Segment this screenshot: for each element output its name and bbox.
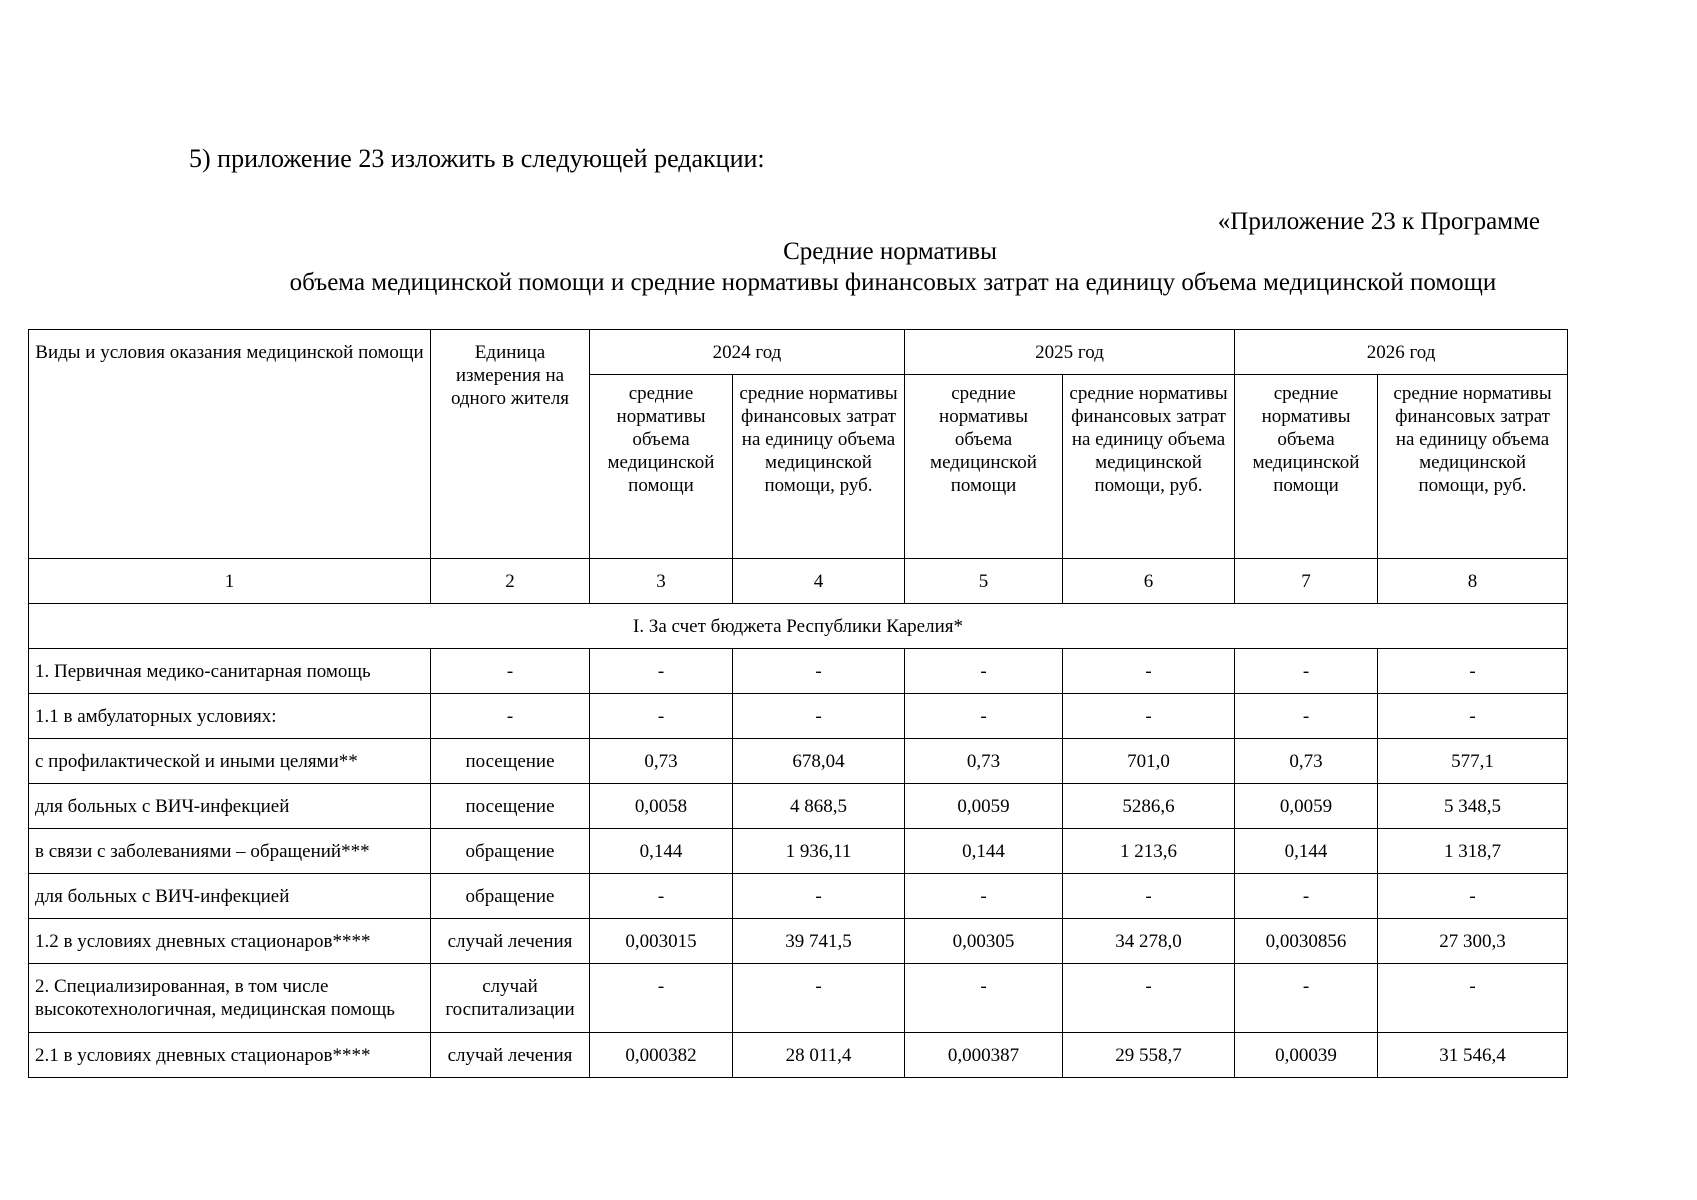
section-heading: I. За счет бюджета Республики Карелия* bbox=[29, 604, 1568, 649]
finance-2025-cell: 34 278,0 bbox=[1063, 919, 1235, 964]
unit-cell: - bbox=[431, 694, 590, 739]
table-row bbox=[29, 1033, 1568, 1078]
volume-2025-cell: 0,000387 bbox=[905, 1033, 1063, 1078]
column-number: 5 bbox=[905, 559, 1063, 604]
finance-2025-cell: 29 558,7 bbox=[1063, 1033, 1235, 1078]
volume-2024-cell: - bbox=[590, 649, 733, 694]
table-title: Средние нормативы bbox=[783, 238, 997, 265]
volume-2026-cell: - bbox=[1235, 694, 1378, 739]
care-type-cell: 1.2 в условиях дневных стационаров**** bbox=[29, 919, 431, 964]
care-type-cell: 2.1 в условиях дневных стационаров**** bbox=[29, 1033, 431, 1078]
volume-2025-cell: - bbox=[905, 694, 1063, 739]
volume-2025-cell: - bbox=[905, 874, 1063, 919]
unit-cell: случай лечения bbox=[431, 1033, 590, 1078]
finance-2024-cell: - bbox=[733, 694, 905, 739]
header-volume-norm-2024: средние нормативы объема медицинской помощи bbox=[590, 375, 733, 559]
table-row bbox=[29, 739, 1568, 784]
volume-2024-cell: 0,0058 bbox=[590, 784, 733, 829]
volume-2024-cell: - bbox=[590, 694, 733, 739]
table-row bbox=[29, 649, 1568, 694]
unit-cell: посещение bbox=[431, 739, 590, 784]
header-year-2025: 2025 год bbox=[905, 330, 1235, 375]
finance-2026-cell: - bbox=[1378, 649, 1568, 694]
volume-2025-cell: - bbox=[905, 964, 1063, 1033]
column-number: 6 bbox=[1063, 559, 1235, 604]
volume-2025-cell: 0,144 bbox=[905, 829, 1063, 874]
appendix-reference: «Приложение 23 к Программе bbox=[1217, 208, 1540, 235]
finance-2026-cell: 27 300,3 bbox=[1378, 919, 1568, 964]
finance-2024-cell: - bbox=[733, 649, 905, 694]
column-number: 8 bbox=[1378, 559, 1568, 604]
unit-cell: посещение bbox=[431, 784, 590, 829]
care-type-cell: 2. Специализированная, в том числе высокотехнологичная, медицинская помощь bbox=[29, 964, 431, 1033]
unit-cell: обращение bbox=[431, 829, 590, 874]
finance-2024-cell: - bbox=[733, 874, 905, 919]
volume-2025-cell: 0,0059 bbox=[905, 784, 1063, 829]
header-year-2026: 2026 год bbox=[1235, 330, 1568, 375]
finance-2024-cell: 1 936,11 bbox=[733, 829, 905, 874]
volume-2025-cell: 0,00305 bbox=[905, 919, 1063, 964]
header-volume-norm-2025: средние нормативы объема медицинской помощи bbox=[905, 375, 1063, 559]
care-type-cell: для больных с ВИЧ-инфекцией bbox=[29, 874, 431, 919]
header-volume-norm-2026: средние нормативы объема медицинской помощи bbox=[1235, 375, 1378, 559]
unit-cell: обращение bbox=[431, 874, 590, 919]
header-finance-norm-2024: средние нормативы финансовых затрат на единицу объема медицинской помощи, руб. bbox=[733, 375, 905, 559]
finance-2025-cell: - bbox=[1063, 694, 1235, 739]
unit-cell: случай лечения bbox=[431, 919, 590, 964]
finance-2024-cell: 28 011,4 bbox=[733, 1033, 905, 1078]
finance-2026-cell: - bbox=[1378, 874, 1568, 919]
care-type-cell: в связи с заболеваниями – обращений*** bbox=[29, 829, 431, 874]
volume-2026-cell: 0,144 bbox=[1235, 829, 1378, 874]
header-finance-norm-2026: средние нормативы финансовых затрат на единицу объема медицинской помощи, руб. bbox=[1378, 375, 1568, 559]
column-number: 4 bbox=[733, 559, 905, 604]
unit-cell: случай госпитализации bbox=[431, 964, 590, 1033]
care-type-cell: для больных с ВИЧ-инфекцией bbox=[29, 784, 431, 829]
volume-2024-cell: - bbox=[590, 874, 733, 919]
finance-2026-cell: 31 546,4 bbox=[1378, 1033, 1568, 1078]
volume-2026-cell: - bbox=[1235, 874, 1378, 919]
volume-2025-cell: - bbox=[905, 649, 1063, 694]
column-number: 7 bbox=[1235, 559, 1378, 604]
finance-2024-cell: 678,04 bbox=[733, 739, 905, 784]
volume-2026-cell: 0,00039 bbox=[1235, 1033, 1378, 1078]
finance-2026-cell: 1 318,7 bbox=[1378, 829, 1568, 874]
header-year-2024: 2024 год bbox=[590, 330, 905, 375]
volume-2026-cell: - bbox=[1235, 964, 1378, 1033]
finance-2024-cell: 4 868,5 bbox=[733, 784, 905, 829]
header-unit: Единица измерения на одного жителя bbox=[431, 330, 590, 559]
finance-2025-cell: 5286,6 bbox=[1063, 784, 1235, 829]
table-row bbox=[29, 964, 1568, 1033]
finance-2025-cell: - bbox=[1063, 649, 1235, 694]
finance-2026-cell: 5 348,5 bbox=[1378, 784, 1568, 829]
finance-2024-cell: 39 741,5 bbox=[733, 919, 905, 964]
volume-2024-cell: 0,000382 bbox=[590, 1033, 733, 1078]
table-row bbox=[29, 694, 1568, 739]
care-type-cell: 1. Первичная медико-санитарная помощь bbox=[29, 649, 431, 694]
table-row bbox=[29, 919, 1568, 964]
finance-2026-cell: - bbox=[1378, 964, 1568, 1033]
column-number: 3 bbox=[590, 559, 733, 604]
volume-2026-cell: 0,0059 bbox=[1235, 784, 1378, 829]
volume-2024-cell: 0,144 bbox=[590, 829, 733, 874]
volume-2025-cell: 0,73 bbox=[905, 739, 1063, 784]
finance-2024-cell: - bbox=[733, 964, 905, 1033]
column-number: 1 bbox=[29, 559, 431, 604]
column-number: 2 bbox=[431, 559, 590, 604]
finance-2025-cell: 701,0 bbox=[1063, 739, 1235, 784]
care-type-cell: 1.1 в амбулаторных условиях: bbox=[29, 694, 431, 739]
finance-2025-cell: - bbox=[1063, 874, 1235, 919]
intro-text: 5) приложение 23 изложить в следующей редакции: bbox=[189, 144, 765, 173]
header-care-type: Виды и условия оказания медицинской помощи bbox=[29, 330, 431, 559]
volume-2024-cell: 0,003015 bbox=[590, 919, 733, 964]
finance-2025-cell: 1 213,6 bbox=[1063, 829, 1235, 874]
table-row bbox=[29, 874, 1568, 919]
volume-2026-cell: 0,73 bbox=[1235, 739, 1378, 784]
finance-2025-cell: - bbox=[1063, 964, 1235, 1033]
volume-2024-cell: 0,73 bbox=[590, 739, 733, 784]
table-row bbox=[29, 784, 1568, 829]
volume-2024-cell: - bbox=[590, 964, 733, 1033]
volume-2026-cell: 0,0030856 bbox=[1235, 919, 1378, 964]
table-subtitle: объема медицинской помощи и средние нормативы финансовых затрат на единицу объема медицинской помощи bbox=[289, 269, 1497, 296]
care-type-cell: с профилактической и иными целями** bbox=[29, 739, 431, 784]
unit-cell: - bbox=[431, 649, 590, 694]
table-row bbox=[29, 829, 1568, 874]
finance-2026-cell: 577,1 bbox=[1378, 739, 1568, 784]
finance-2026-cell: - bbox=[1378, 694, 1568, 739]
norms-table bbox=[28, 329, 1568, 1078]
volume-2026-cell: - bbox=[1235, 649, 1378, 694]
header-finance-norm-2025: средние нормативы финансовых затрат на единицу объема медицинской помощи, руб. bbox=[1063, 375, 1235, 559]
